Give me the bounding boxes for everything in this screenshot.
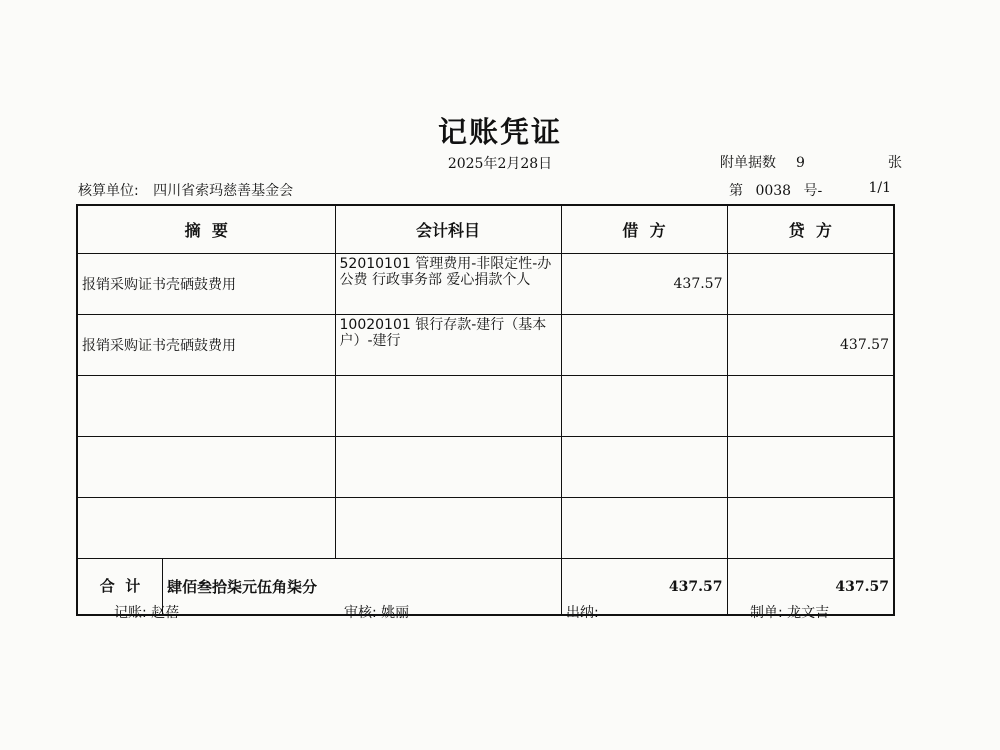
row-summary <box>77 437 335 498</box>
voucher-page-no: 1/1 <box>868 180 891 196</box>
row-credit <box>727 376 894 437</box>
row-subject <box>335 437 561 498</box>
row-summary: 报销采购证书壳硒鼓费用 <box>77 254 335 315</box>
voucher-date: 2025年2月28日 <box>447 156 553 172</box>
total-amount-words: 肆佰叁拾柒元伍角柒分 <box>167 578 318 596</box>
row-debit: 437.57 <box>561 254 727 315</box>
row-subject <box>335 498 561 559</box>
total-debit: 437.57 <box>561 559 727 616</box>
cashier-label: 出纳: <box>566 605 599 621</box>
row-subject: 10020101 银行存款-建行（基本户）-建行 <box>335 315 561 376</box>
attachment-unit: 张 <box>888 155 902 171</box>
preparer-name: 龙文吉 <box>787 605 830 621</box>
row-debit <box>561 315 727 376</box>
reviewer-signature <box>344 602 409 622</box>
table-row <box>77 376 894 437</box>
bookkeeper-name: 赵蓓 <box>151 605 180 621</box>
row-debit <box>561 437 727 498</box>
table-row <box>77 315 894 376</box>
table-header-row <box>77 205 894 254</box>
preparer-label: 制单: <box>750 605 783 621</box>
cashier-signature <box>566 602 599 622</box>
row-credit <box>727 254 894 315</box>
reviewer-name: 姚丽 <box>381 605 410 621</box>
voucher-number <box>729 180 894 200</box>
voucher-table <box>76 204 895 616</box>
bookkeeper-signature <box>114 602 179 622</box>
bookkeeper-label: 记账: <box>114 605 147 621</box>
header-subject: 会计科目 <box>335 205 561 254</box>
header-debit: 借 方 <box>561 205 727 254</box>
row-debit <box>561 376 727 437</box>
attachment-count: 9 <box>795 155 805 171</box>
voucher-prefix: 第 <box>729 183 743 199</box>
row-credit <box>727 498 894 559</box>
row-subject: 52010101 管理费用-非限定性-办公费 行政事务部 爱心捐款个人 <box>335 254 561 315</box>
total-label: 合 计 <box>78 559 163 614</box>
unit-label: 核算单位: <box>78 183 139 199</box>
row-summary <box>77 498 335 559</box>
row-credit <box>727 437 894 498</box>
unit-name: 四川省索玛慈善基金会 <box>153 183 294 199</box>
row-debit <box>561 498 727 559</box>
header-credit: 贷 方 <box>727 205 894 254</box>
preparer-signature <box>750 602 829 622</box>
attachment-label: 附单据数 <box>720 155 776 171</box>
row-summary: 报销采购证书壳硒鼓费用 <box>77 315 335 376</box>
attachment-info <box>720 152 902 172</box>
voucher-title: 记账凭证 <box>437 115 562 149</box>
table-row <box>77 498 894 559</box>
reviewer-label: 审核: <box>344 605 377 621</box>
table-row <box>77 254 894 315</box>
row-subject <box>335 376 561 437</box>
table-row <box>77 437 894 498</box>
voucher-suffix: 号- <box>803 183 823 199</box>
voucher-no-value: 0038 <box>755 183 792 199</box>
header-summary: 摘 要 <box>77 205 335 254</box>
accounting-unit <box>78 180 293 200</box>
row-summary <box>77 376 335 437</box>
total-credit: 437.57 <box>727 559 894 616</box>
row-credit: 437.57 <box>727 315 894 376</box>
